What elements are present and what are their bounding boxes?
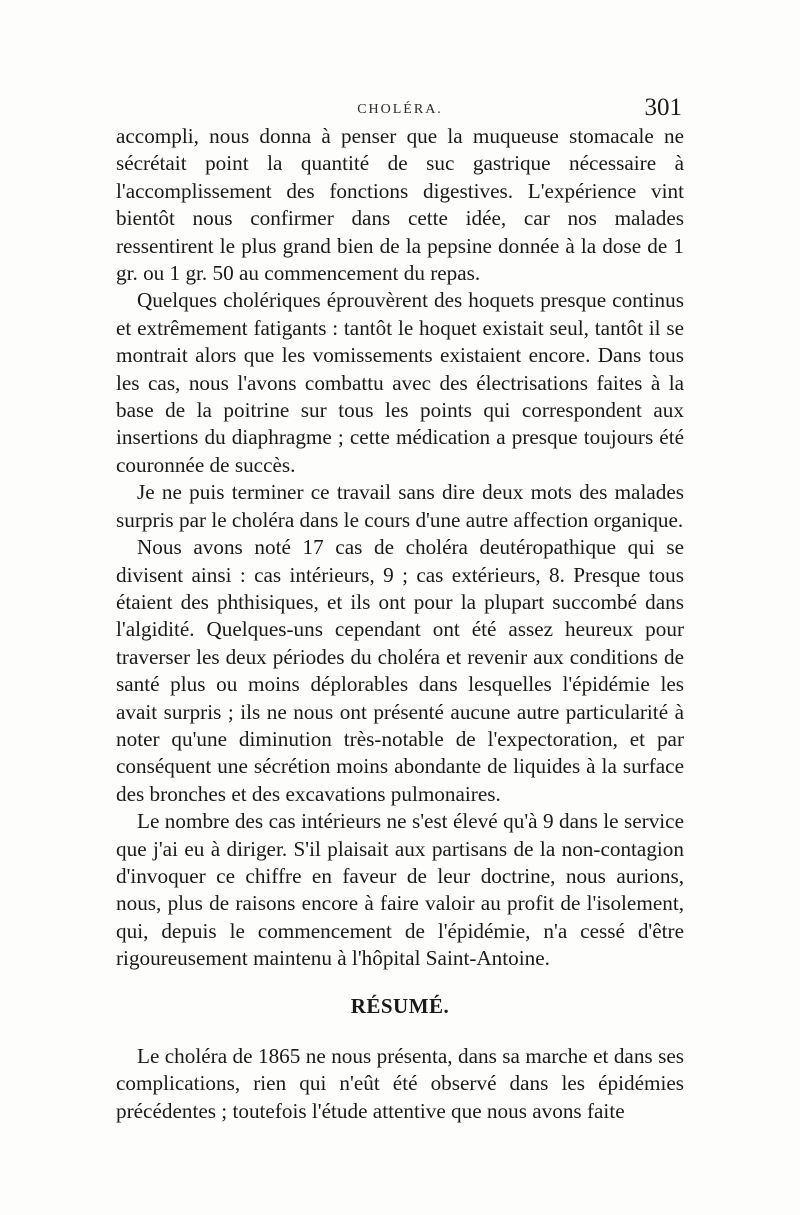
running-header	[0, 94, 800, 124]
body-text	[116, 123, 684, 973]
paragraph: Le nombre des cas intérieurs ne s'est élevé qu'à 9 dans le service que j'ai eu à diriger. S'il plaisait aux partisans de la non-contagion d'invoquer ce chiffre en faveur de leur doctrine, nous aurions, nous, plus de raisons encore à faire valoir au profit de l'isolement, qui, depuis le commencement de l'épidémie, n'a cessé d'être rigoureusement maintenu à l'hôpital Saint-Antoine.	[116, 809, 684, 971]
summary-text	[116, 1043, 684, 1125]
paragraph: Je ne puis terminer ce travail sans dire deux mots des malades surpris par le choléra dans le cours d'une autre affection organique.	[116, 480, 684, 532]
section-title: RÉSUMÉ.	[350, 994, 450, 1018]
paragraph: Le choléra de 1865 ne nous présenta, dans sa marche et dans ses complications, rien qui n'eût été observé dans les épidémies précédentes ; toutefois l'étude attentive que nous avons faite	[116, 1044, 684, 1123]
paragraph: Nous avons noté 17 cas de choléra deutéropathique qui se divisent ainsi : cas intérieurs, 9 ; cas extérieurs, 8. Presque tous étaient des phthisiques, et ils ont pour la plupart succombé dans l'algidité. Quelques-uns cependant ont été assez heureux pour traverser les deux périodes du choléra et revenir aux conditions de santé plus ou moins déplorables dans lesquelles l'épidémie les avait surpris ; ils ne nous ont présenté aucune autre particularité à noter qu'une diminution très-notable de l'expectoration, et par conséquent une sécrétion moins abondante de liquides à la surface des bronches et des excavations pulmonaires.	[116, 535, 684, 806]
paragraph: accompli, nous donna à penser que la muqueuse stomacale ne sécrétait point la quantité de suc gastrique nécessaire à l'accomplissement des fonctions digestives. L'expérience vint bientôt nous confirmer dans cette idée, car nos malades ressentirent le plus grand bien de la pepsine donnée à la dose de 1 gr. ou 1 gr. 50 au commencement du repas.	[116, 124, 684, 286]
paragraph: Quelques cholériques éprouvèrent des hoquets presque continus et extrêmement fatigants : tantôt le hoquet existait seul, tantôt il se montrait alors que les vomissements existaient encore. Dans tous les cas, nous l'avons combattu avec des électrisations faites à la base de la poitrine sur tous les points qui correspondent aux insertions du diaphragme ; cette médication a presque toujours été couronnée de succès.	[116, 288, 684, 477]
running-title: CHOLÉRA.	[357, 102, 443, 117]
page-number: 301	[644, 94, 682, 121]
